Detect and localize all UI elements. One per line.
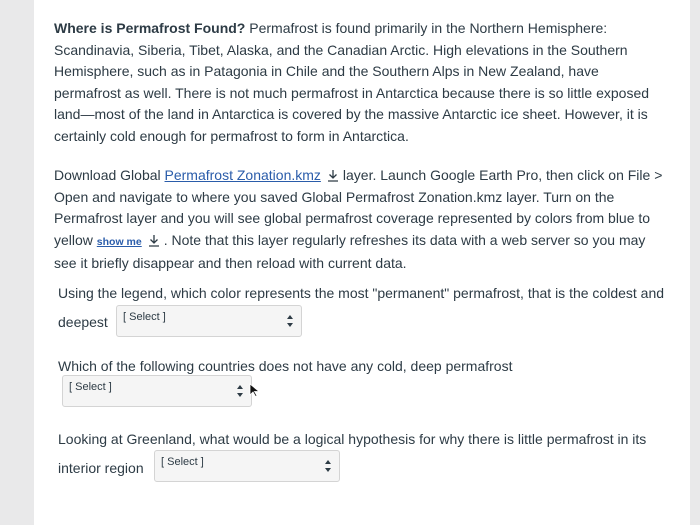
quiz-page xyxy=(34,0,690,525)
intro-paragraph xyxy=(54,18,669,147)
question-1-select[interactable] xyxy=(116,305,302,337)
show-me-link[interactable]: show me xyxy=(96,235,142,248)
download-icon[interactable] xyxy=(327,169,339,182)
question-3-text: Looking at Greenland, what would be a logical hypothesis for why there is little permafrost in its xyxy=(58,431,647,447)
intro-text: Permafrost is found primarily in the Northern Hemisphere: Scandinavia, Siberia, Tibet, Alaska, and the Canadian Arctic. High elevations in the Southern Hemisphere, such as in Patagonia in Chile and the Southern Alps in New Zealand, have permafrost as well. There is not much permafrost in Antarctica because there is so little exposed land—most of the land in Antarctica is covered by the massive Antarctic ice sheet. However, it is certainly cold enough for permafrost to form in Antarctica. xyxy=(54,20,650,144)
select-value: [ Select ] xyxy=(161,456,204,468)
question-3-text-line2: interior region xyxy=(58,460,144,476)
instructions-suffix: . Note that this layer regularly refreshes its data with a web server so you may see it briefly disappear and then reload with current data. xyxy=(54,231,646,271)
question-3-select[interactable] xyxy=(154,450,340,482)
instructions-paragraph xyxy=(54,165,669,275)
select-arrows-icon xyxy=(325,460,331,472)
select-arrows-icon xyxy=(237,385,243,397)
instructions-prefix: Download Global xyxy=(54,167,161,183)
mouse-cursor-icon xyxy=(249,383,261,397)
question-1-text: Using the legend, which color represents the most "permanent" permafrost, that is the coldest and xyxy=(58,285,665,301)
question-2-select[interactable] xyxy=(62,375,252,407)
intro-heading: Where is Permafrost Found? xyxy=(54,20,246,36)
permafrost-kmz-link[interactable]: Permafrost Zonation.kmz xyxy=(164,167,321,183)
download-icon[interactable] xyxy=(148,234,160,247)
select-value: [ Select ] xyxy=(69,381,112,393)
select-value: [ Select ] xyxy=(123,311,166,323)
question-1-text-line2: deepest xyxy=(58,314,108,330)
select-arrows-icon xyxy=(287,315,293,327)
instructions-mid: layer. Launch Google Earth Pro, then click on File > Open and navigate to where you saved Global Permafrost Zonation.kmz layer. Turn on the Permafrost layer and you will see global permafrost coverage represented by colors from blue to yellow xyxy=(54,167,663,248)
question-2-text: Which of the following countries does not have any cold, deep permafrost xyxy=(58,358,513,374)
